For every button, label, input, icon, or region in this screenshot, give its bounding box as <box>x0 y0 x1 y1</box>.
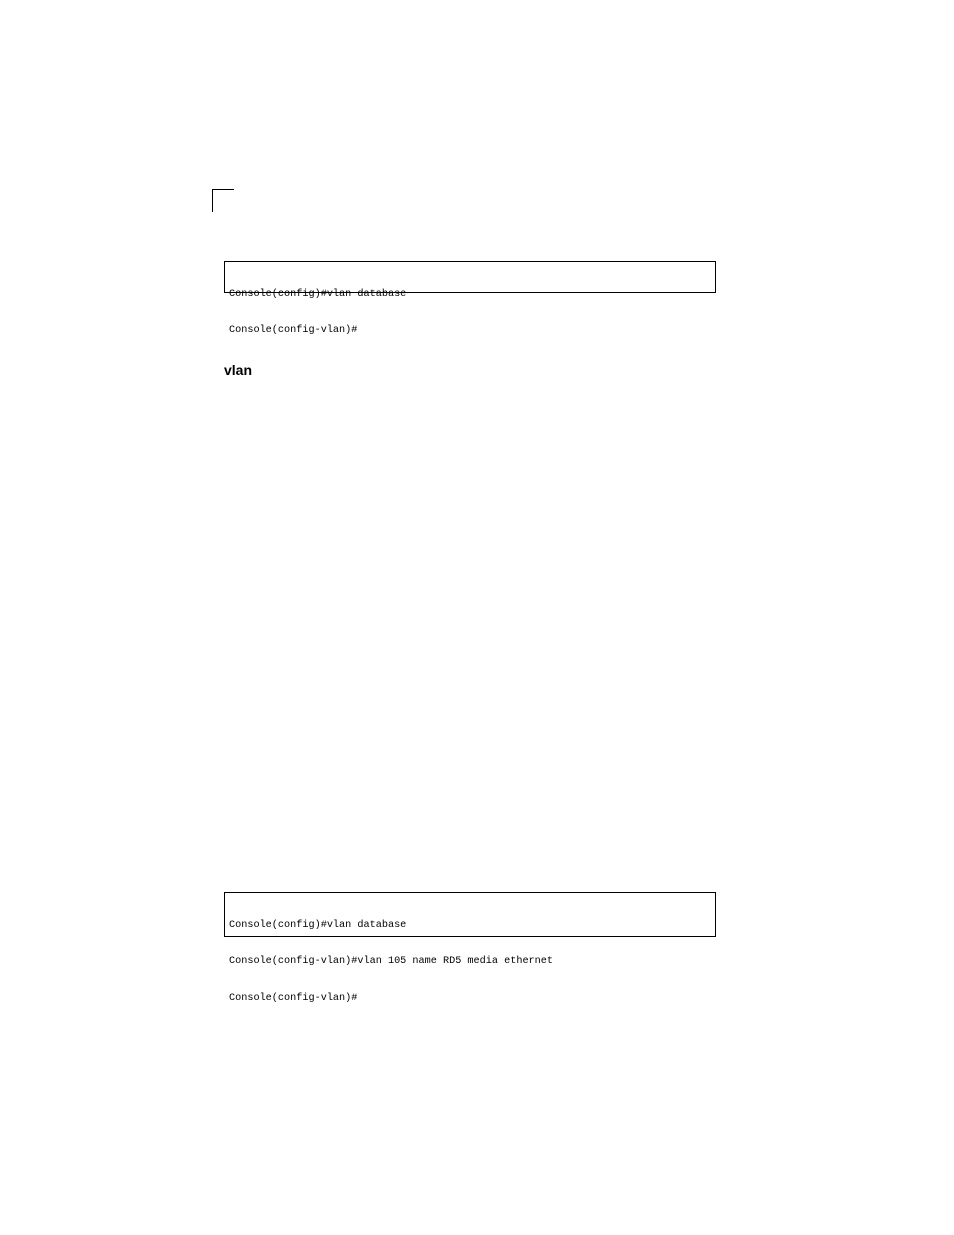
code-example-box <box>224 892 716 1005</box>
code-example-box <box>224 261 716 337</box>
code-line: Console(config-vlan)# <box>229 325 358 337</box>
crop-mark <box>212 189 234 212</box>
code-line: Console(config)#vlan database <box>229 919 407 931</box>
section-heading: vlan <box>224 362 253 378</box>
code-line: Console(config-vlan)# <box>229 993 358 1005</box>
code-line: Console(config)#vlan database <box>229 288 407 300</box>
code-line: Console(config-vlan)#vlan 105 name RD5 media ethernet <box>229 956 554 968</box>
